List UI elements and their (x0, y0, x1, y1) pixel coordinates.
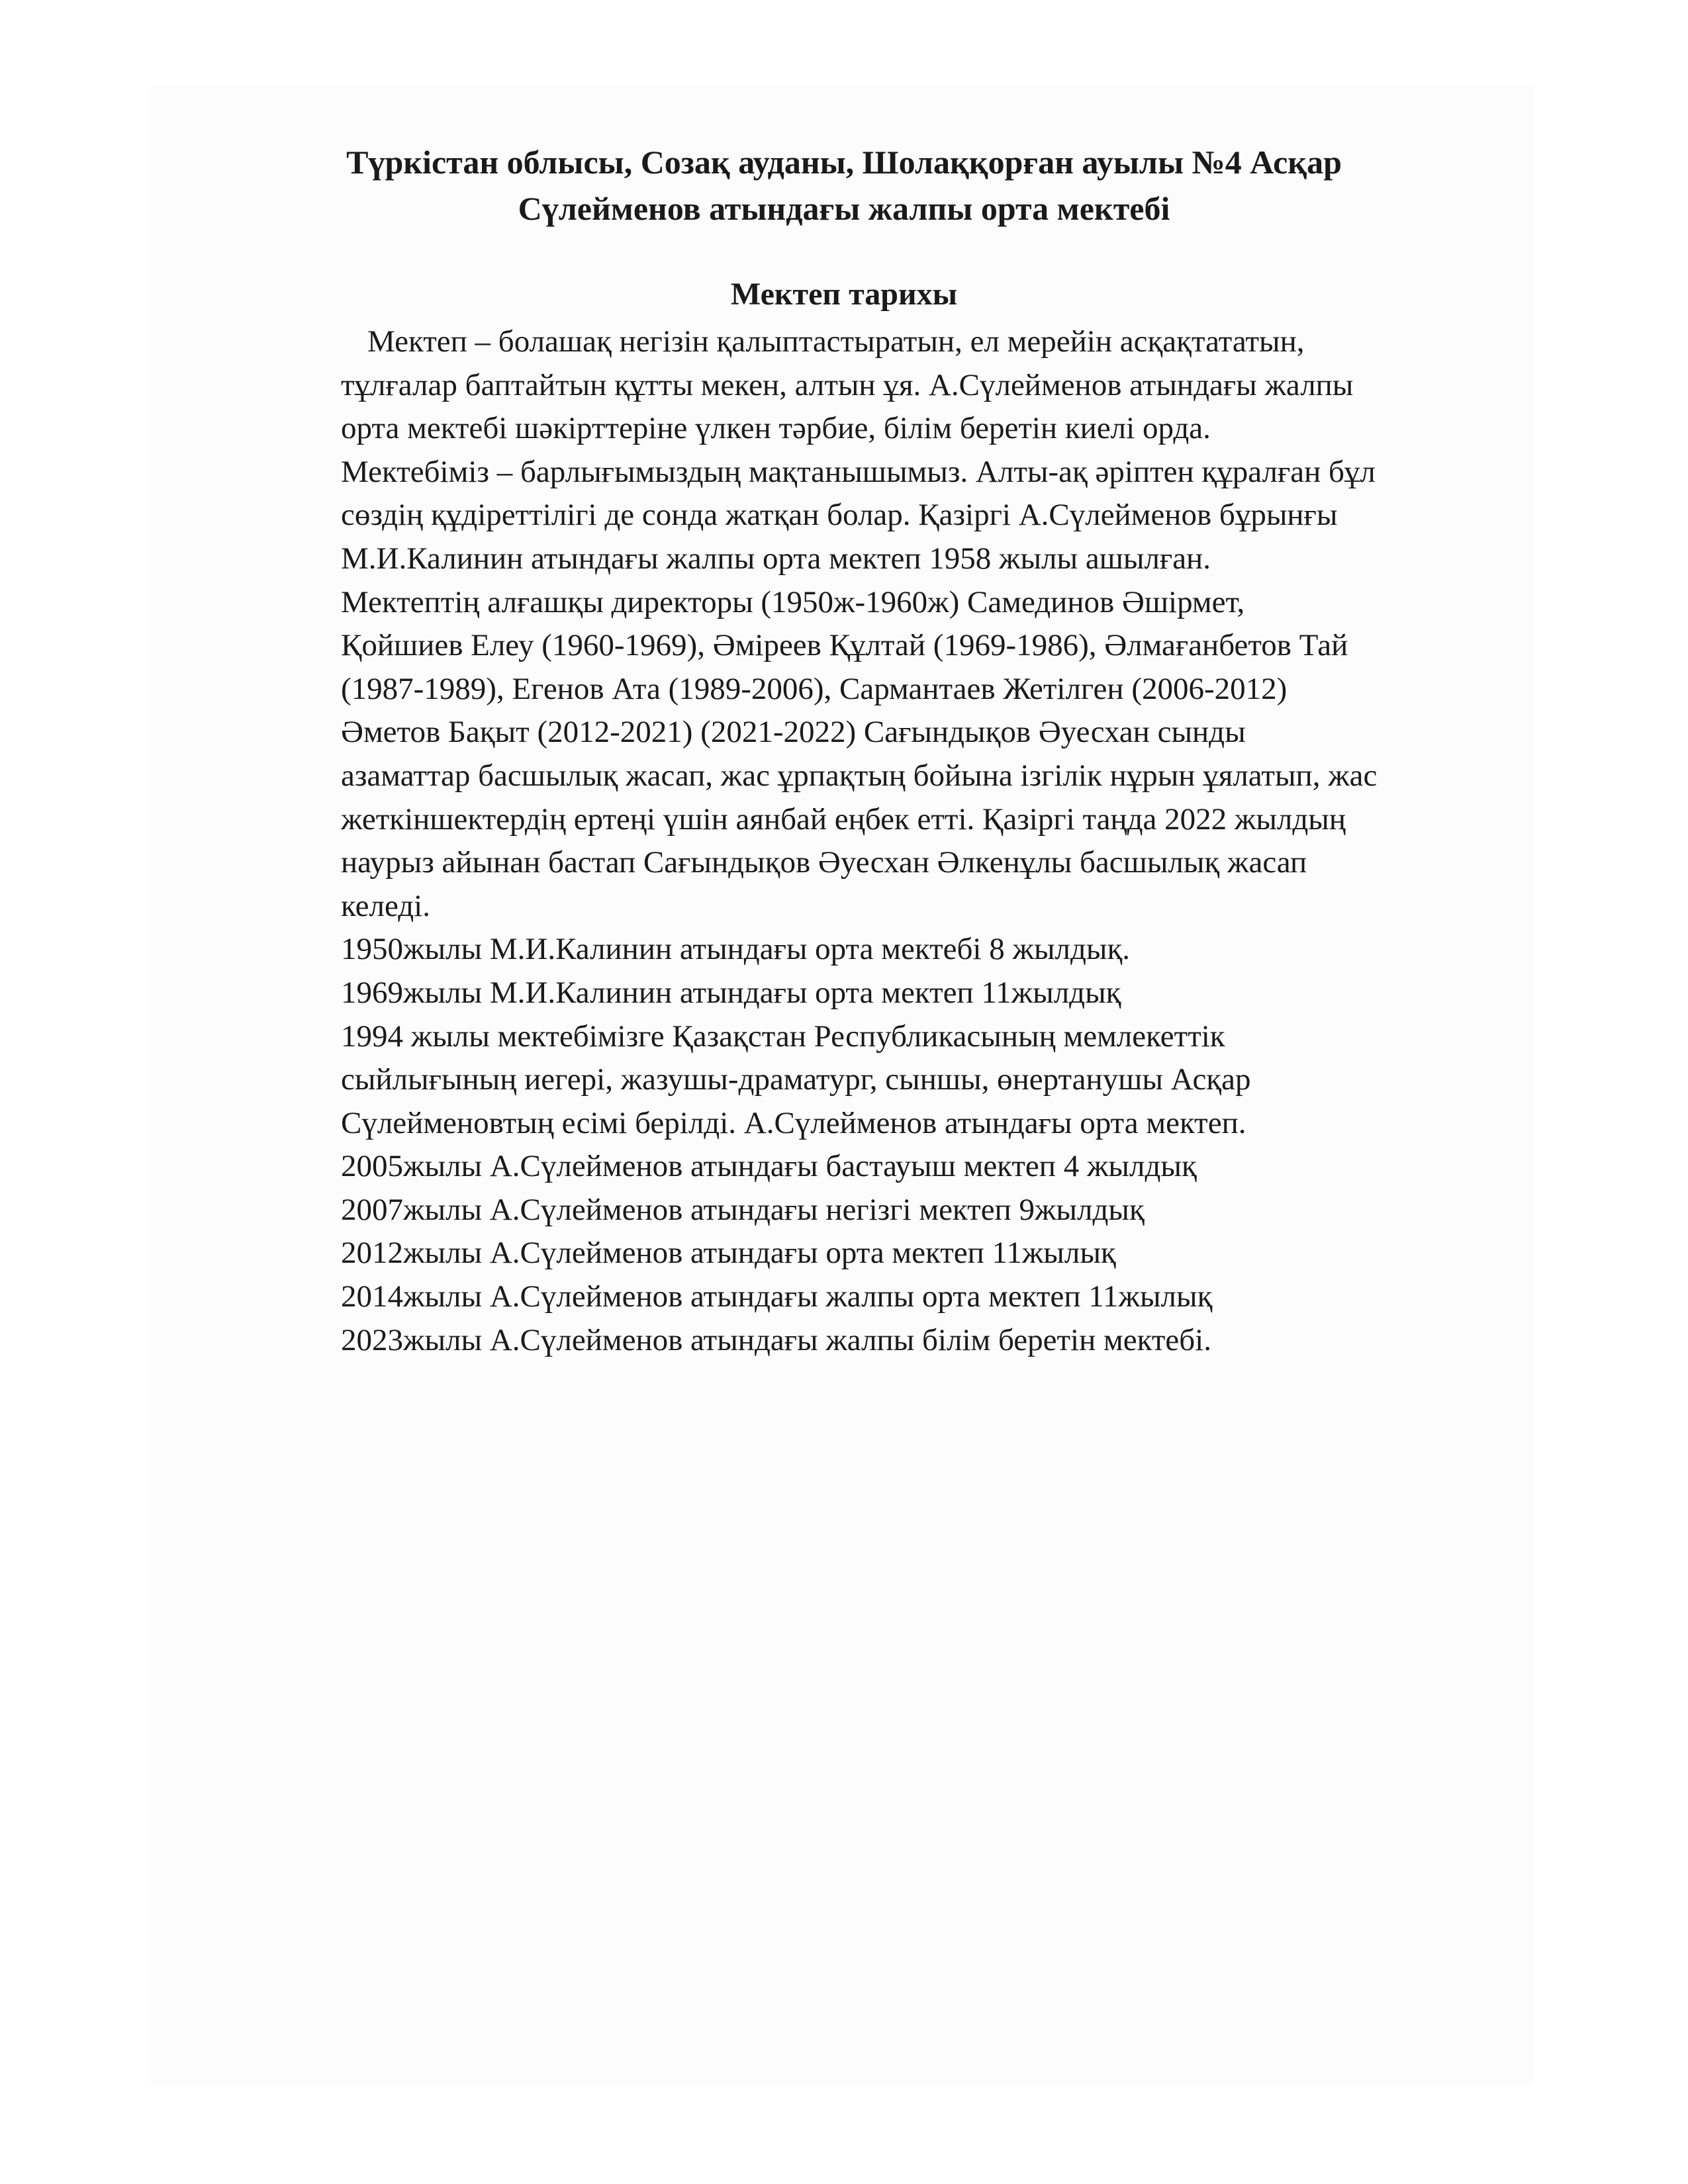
text-line: Мектептің алғашқы директоры (1950ж-1960ж) Самединов Әшірмет, (341, 584, 1245, 619)
text-line: 1994 жылы мектебімізге Қазақстан Республикасының мемлекеттік (341, 1019, 1225, 1054)
section-title: Мектеп тарихы (730, 277, 958, 312)
text-line: сыйлығының иегері, жазушы-драматург, сыншы, өнертанушы Асқар (341, 1062, 1251, 1097)
text-line: наурыз айынан бастап Сағындықов Әуесхан Әлкенұлы басшылық жасап (341, 845, 1307, 880)
text-line: Мектебіміз – барлығымыздың мақтанышымыз. Алты-ақ әріптен құралған бұл (341, 454, 1376, 489)
text-line: 1969жылы М.И.Калинин атындағы орта мектеп 11жылдық (341, 975, 1121, 1010)
text-line: 2014жылы А.Сүлейменов атындағы жалпы орта мектеп 11жылық (341, 1279, 1213, 1314)
text-line: Әметов Бақыт (2012-2021) (2021-2022) Сағындықов Әуесхан сынды (341, 715, 1246, 750)
text-line: М.И.Калинин атындағы жалпы орта мектеп 1958 жылы ашылған. (341, 541, 1211, 576)
text-line: 2005жылы А.Сүлейменов атындағы бастауыш мектеп 4 жылдық (341, 1149, 1197, 1184)
text-line: 2023жылы А.Сүлейменов атындағы жалпы білім беретін мектебі. (341, 1322, 1211, 1357)
text-line: (1987-1989), Егенов Ата (1989-2006), Сармантаев Жетілген (2006-2012) (341, 671, 1288, 706)
text-line: 1950жылы М.И.Калинин атындағы орта мектебі 8 жылдық. (341, 932, 1131, 967)
header-line-2: Сүлейменов атындағы жалпы орта мектебі (518, 190, 1170, 227)
text-line: орта мектебі шәкірттеріне үлкен тәрбие, білім беретін киелі орда. (341, 411, 1211, 446)
text-line: Мектеп – болашақ негізін қалыптастыратын, ел мерейін асқақтататын, (367, 324, 1305, 359)
text-line: тұлғалар баптайтын құтты мекен, алтын ұя. А.Сүлейменов атындағы жалпы (341, 367, 1354, 402)
text-line: сөздің құдіреттілігі де сонда жатқан болар. Қазіргі А.Сүлейменов бұрынғы (341, 498, 1338, 533)
document-header (199, 139, 1489, 232)
header-line-1: Түркістан облысы, Созақ ауданы, Шолаққорған ауылы №4 Асқар (346, 144, 1342, 181)
text-line: Сүлейменовтың есімі берілді. А.Сүлейменов атындағы орта мектеп. (341, 1105, 1246, 1140)
text-line: келеді. (341, 888, 430, 923)
text-line: 2012жылы А.Сүлейменов атындағы орта мектеп 11жылық (341, 1236, 1116, 1271)
text-line: азаматтар басшылық жасап, жас ұрпақтың бойына ізгілік нұрын ұялатып, жас (341, 758, 1378, 793)
text-line: 2007жылы А.Сүлейменов атындағы негізгі мектеп 9жылдық (341, 1192, 1145, 1227)
text-line: жеткіншектердің ертеңі үшін аянбай еңбек етті. Қазіргі таңда 2022 жылдың (341, 801, 1346, 837)
text-line: Қойшиев Елеу (1960-1969), Әміреев Құлтай (1969-1986), Әлмағанбетов Тай (341, 628, 1348, 663)
body-text (341, 320, 1499, 1362)
